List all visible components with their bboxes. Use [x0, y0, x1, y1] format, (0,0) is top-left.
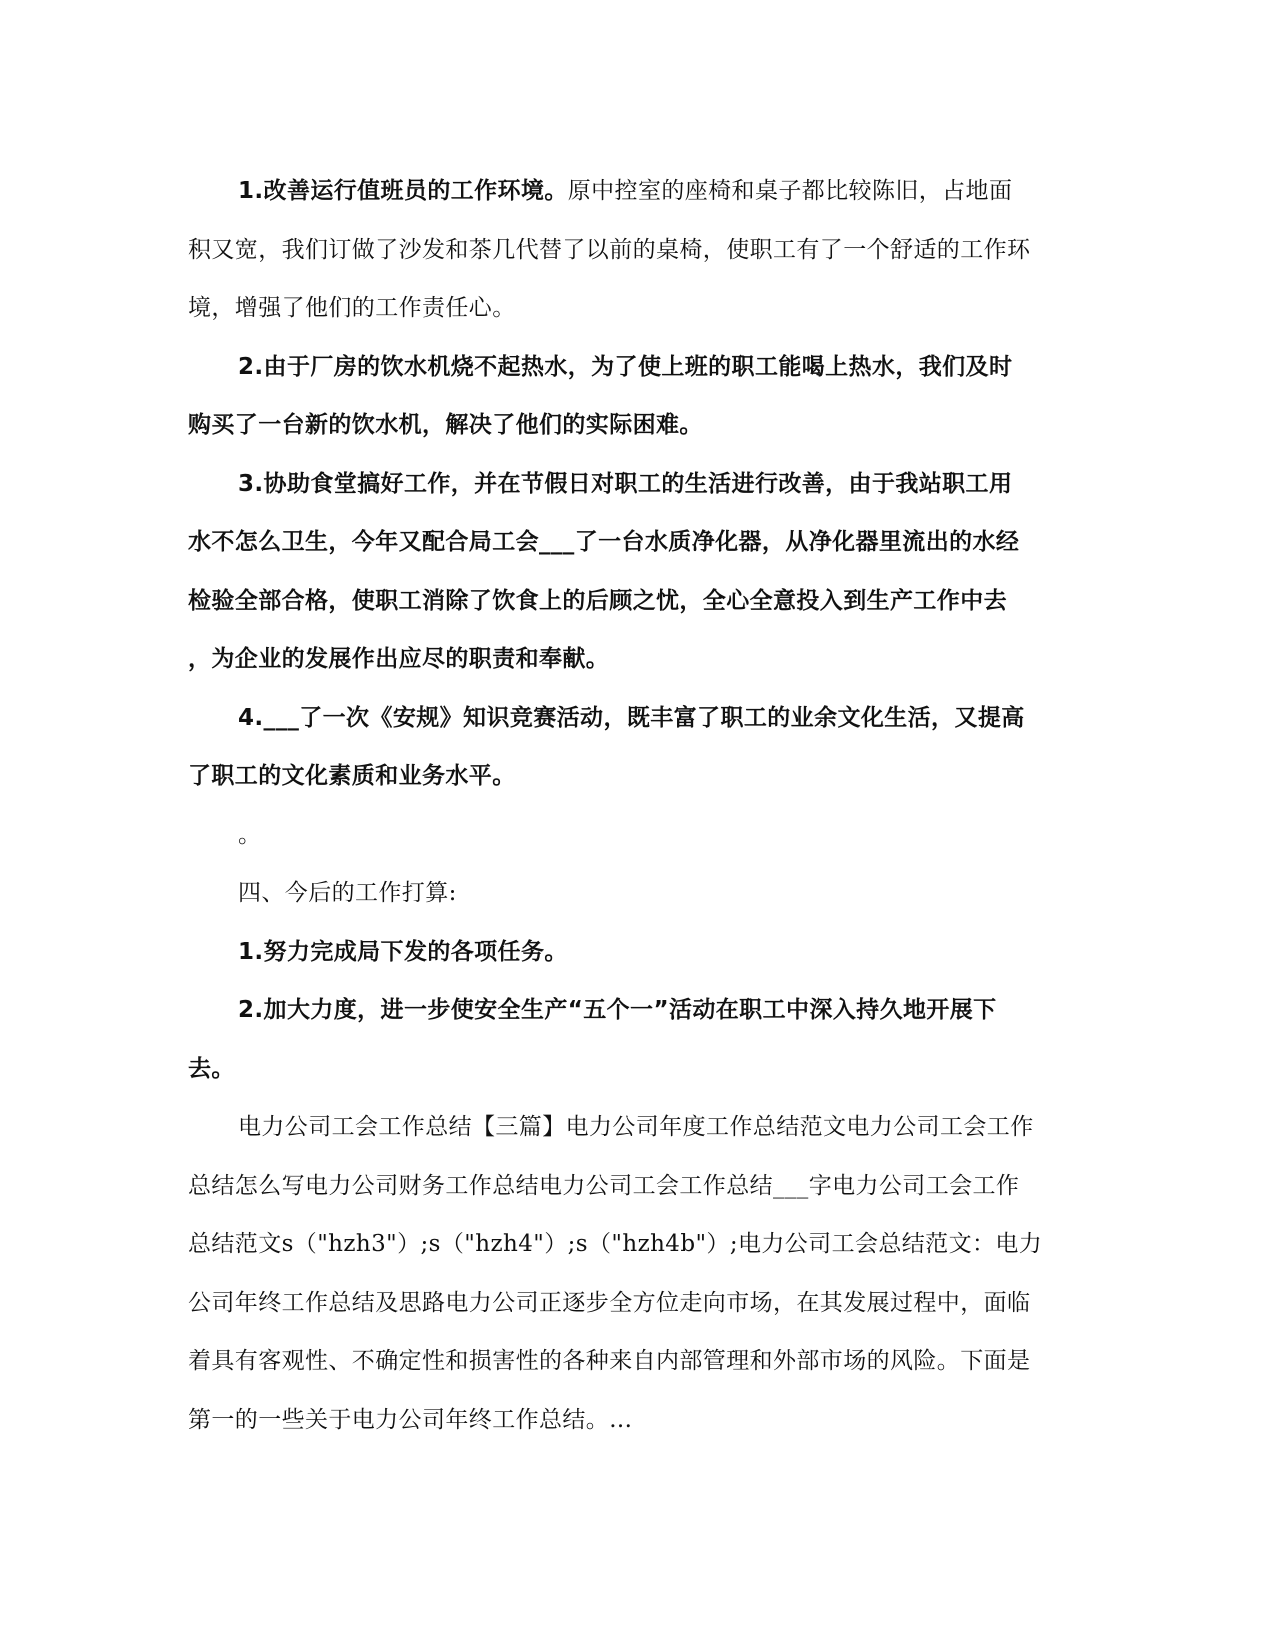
document-body [188, 162, 1088, 1449]
paragraph-9-line-5: 着具有客观性、不确定性和损害性的各种来自内部管理和外部市场的风险。下面是 [188, 1348, 1031, 1374]
paragraph-9-line-2: 总结怎么写电力公司财务工作总结电力公司工会工作总结___字电力公司工会工作 [188, 1172, 1020, 1199]
paragraph-4 [188, 689, 1088, 806]
paragraph-3-line-3: 检验全部合格，使职工消除了饮食上的后顾之忧，全心全意投入到生产工作中去 [188, 587, 1007, 614]
paragraph-9-line-6: 第一的一些关于电力公司年终工作总结。... [188, 1406, 633, 1433]
paragraph-3 [188, 455, 1088, 689]
paragraph-3-line-4: ，为企业的发展作出应尽的职责和奉献。 [188, 646, 610, 672]
paragraph-4-line-1: 4.___了一次《安规》知识竞赛活动，既丰富了职工的业余文化生活，又提高 [238, 704, 1025, 731]
paragraph-2-line-1: 2.由于厂房的饮水机烧不起热水，为了使上班的职工能喝上热水，我们及时 [238, 353, 1013, 380]
paragraph-8-line-1: 2.加大力度，进一步使安全生产“五个一”活动在职工中深入持久地开展下 [238, 997, 997, 1023]
paragraph-9-line-3: 总结范文s（"hzh3"）;s（"hzh4"）;s（"hzh4b"）;电力公司工会总结范文：电力 [188, 1231, 1043, 1257]
paragraph-9-line-1: 电力公司工会工作总结【三篇】电力公司年度工作总结范文电力公司工会工作 [238, 1114, 1034, 1140]
paragraph-8-line-2: 去。 [188, 1055, 235, 1082]
paragraph-4-line-2: 了职工的文化素质和业务水平。 [188, 763, 516, 789]
paragraph-9 [188, 1098, 1088, 1449]
paragraph-1-heading: 1.改善运行值班员的工作环境。 [238, 178, 568, 204]
paragraph-2 [188, 338, 1088, 455]
paragraph-2-line-2: 购买了一台新的饮水机，解决了他们的实际困难。 [188, 412, 703, 438]
paragraph-8 [188, 981, 1088, 1098]
paragraph-5: 。 [238, 821, 262, 848]
paragraph-7: 1.努力完成局下发的各项任务。 [238, 938, 568, 965]
paragraph-1-line-3: 境，增强了他们的工作责任心。 [188, 295, 516, 321]
paragraph-3-line-2: 水不怎么卫生，今年又配合局工会___了一台水质净化器，从净化器里流出的水经 [188, 529, 1020, 555]
paragraph-3-line-1: 3.协助食堂搞好工作，并在节假日对职工的生活进行改善，由于我站职工用 [238, 470, 1013, 497]
paragraph-1-line-1: 原中控室的座椅和桌子都比较陈旧，占地面 [567, 178, 1013, 204]
section-heading: 四、今后的工作打算: [238, 880, 457, 906]
paragraph-1 [188, 162, 1088, 338]
paragraph-9-line-4: 公司年终工作总结及思路电力公司正逐步全方位走向市场，在其发展过程中，面临 [188, 1289, 1031, 1316]
paragraph-1-line-2: 积又宽，我们订做了沙发和茶几代替了以前的桌椅，使职工有了一个舒适的工作环 [188, 236, 1031, 263]
